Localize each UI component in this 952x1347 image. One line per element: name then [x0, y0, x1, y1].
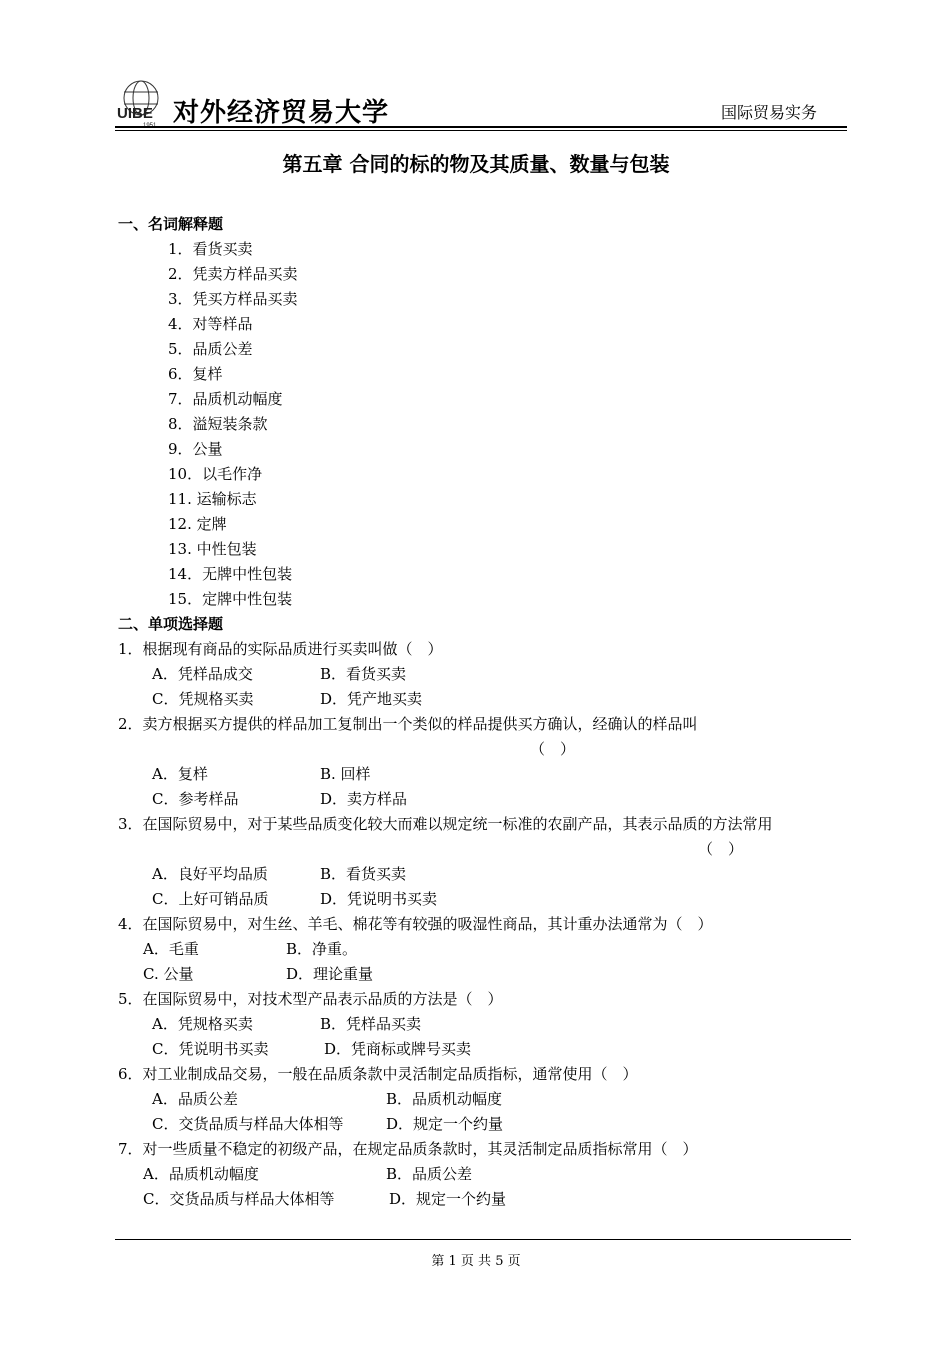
question-stem: 7．对一些质量不稳定的初级产品，在规定品质条款时，其灵活制定品质指标常用（ ） — [118, 1140, 698, 1158]
option-d: D．凭产地买卖 — [320, 690, 423, 708]
option-d: D．凭说明书买卖 — [320, 890, 438, 908]
term-item: 15．定牌中性包装 — [168, 590, 293, 608]
footer-divider — [115, 1239, 851, 1240]
page-number: 第 1 页 共 5 页 — [431, 1254, 521, 1269]
option-a: A．凭样品成交 — [152, 665, 253, 683]
header-divider-thin — [115, 130, 847, 131]
option-c: C．凭规格买卖 — [152, 690, 254, 708]
option-a: A．毛重 — [143, 940, 199, 958]
term-item: 8．溢短装条款 — [168, 415, 268, 433]
option-b: B．凭样品买卖 — [320, 1015, 422, 1033]
logo-year: 1951 — [143, 123, 157, 128]
question-stem: 3．在国际贸易中，对于某些品质变化较大而难以规定统一标准的农副产品，其表示品质的方法常用 — [118, 815, 773, 833]
option-a: A．复样 — [152, 765, 208, 783]
option-b: B．看货买卖 — [320, 665, 407, 683]
question-stem: 4．在国际贸易中，对生丝、羊毛、棉花等有较强的吸湿性商品，其计重办法通常为（ ） — [118, 915, 713, 933]
term-item: 4．对等样品 — [168, 315, 253, 333]
option-c: C．上好可销品质 — [152, 890, 269, 908]
option-c: C．交货品质与样品大体相等 — [143, 1190, 335, 1208]
term-item: 1．看货买卖 — [168, 240, 253, 258]
option-a: A．凭规格买卖 — [152, 1015, 253, 1033]
section-heading-terms: 一、名词解释题 — [118, 215, 224, 233]
term-item: 7．品质机动幅度 — [168, 390, 283, 408]
option-b: B．看货买卖 — [320, 865, 407, 883]
term-item: 5．品质公差 — [168, 340, 253, 358]
term-item: 2．凭卖方样品买卖 — [168, 265, 298, 283]
term-item: 9．公量 — [168, 440, 223, 458]
question-stem: 6．对工业制成品交易，一般在品质条款中灵活制定品质指标，通常使用（ ） — [118, 1065, 638, 1083]
option-b: B．品质机动幅度 — [386, 1090, 503, 1108]
option-c: C. 公量 — [143, 965, 194, 983]
answer-paren: （ ） — [530, 740, 576, 758]
option-a: A．良好平均品质 — [152, 865, 268, 883]
section-heading-choice: 二、单项选择题 — [118, 615, 224, 633]
option-a: A．品质公差 — [152, 1090, 238, 1108]
question-stem: 2．卖方根据买方提供的样品加工复制出一个类似的样品提供买方确认，经确认的样品叫 — [118, 715, 698, 733]
course-name: 国际贸易实务 — [720, 103, 817, 122]
option-d: D．凭商标或牌号买卖 — [324, 1040, 472, 1058]
question-stem: 1．根据现有商品的实际品质进行买卖叫做（ ） — [118, 640, 443, 658]
term-item: 6．复样 — [168, 365, 223, 383]
answer-paren: （ ） — [698, 840, 744, 858]
option-a: A．品质机动幅度 — [143, 1165, 259, 1183]
header-divider — [115, 126, 847, 128]
option-b: B．品质公差 — [386, 1165, 473, 1183]
option-b: B．净重。 — [286, 940, 358, 958]
chapter-title: 第五章 合同的标的物及其质量、数量与包装 — [282, 152, 670, 176]
option-c: C．交货品质与样品大体相等 — [152, 1115, 344, 1133]
question-stem: 5．在国际贸易中，对技术型产品表示品质的方法是（ ） — [118, 990, 503, 1008]
option-d: D．理论重量 — [286, 965, 374, 983]
university-name: 对外经济贸易大学 — [173, 98, 390, 128]
term-item: 11. 运输标志 — [168, 490, 257, 508]
option-c: C．凭说明书买卖 — [152, 1040, 269, 1058]
term-item: 14．无牌中性包装 — [168, 565, 293, 583]
term-item: 13. 中性包装 — [168, 540, 257, 558]
option-d: D．卖方样品 — [320, 790, 408, 808]
page-header — [115, 78, 847, 130]
option-b: B. 回样 — [320, 765, 371, 783]
logo-abbr: UIBE — [117, 105, 153, 122]
university-logo-icon — [115, 78, 171, 128]
option-d: D．规定一个约量 — [386, 1115, 504, 1133]
option-c: C．参考样品 — [152, 790, 239, 808]
option-d: D．规定一个约量 — [389, 1190, 507, 1208]
term-item: 12. 定牌 — [168, 515, 227, 533]
term-item: 3．凭买方样品买卖 — [168, 290, 298, 308]
term-item: 10．以毛作净 — [168, 465, 263, 483]
